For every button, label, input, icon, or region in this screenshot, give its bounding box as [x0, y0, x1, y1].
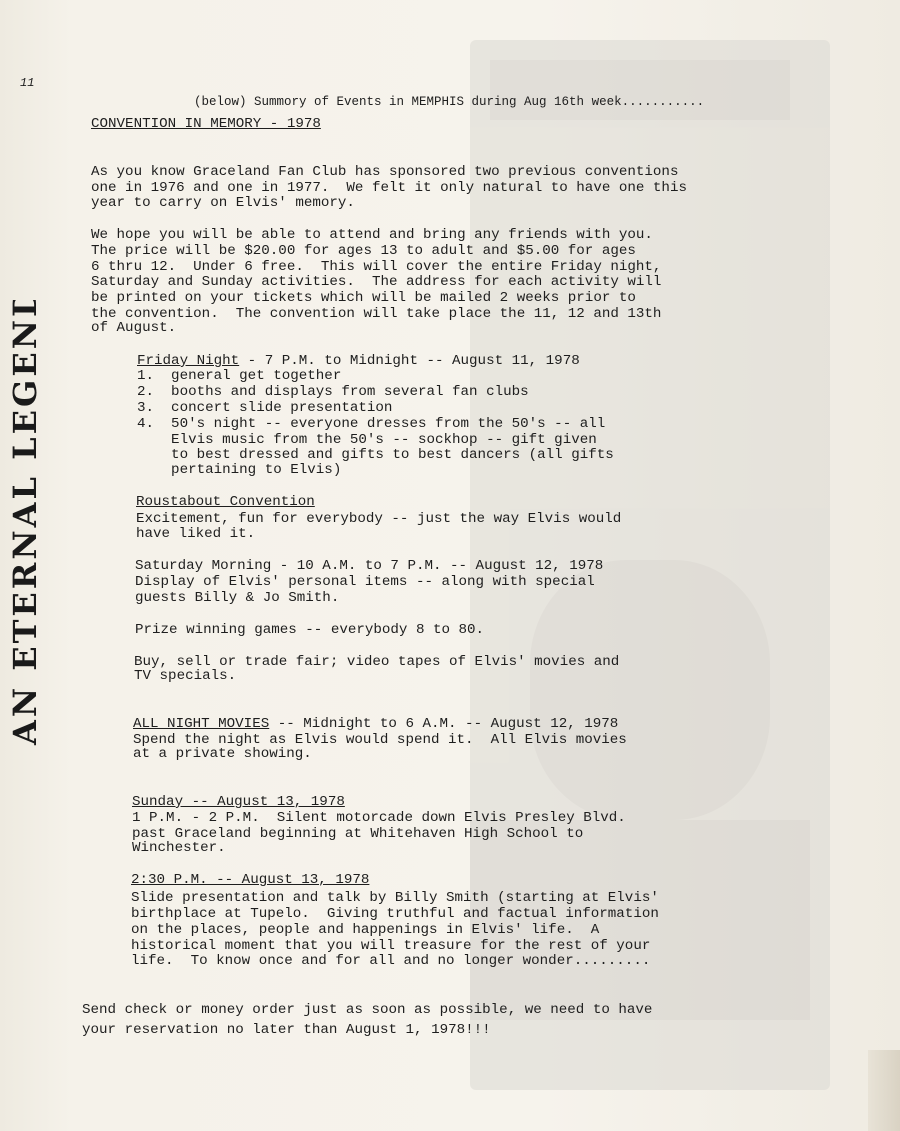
- page-title: CONVENTION IN MEMORY - 1978: [91, 116, 321, 132]
- saturday-line: guests Billy & Jo Smith.: [135, 590, 340, 606]
- details-line: the convention. The convention will take place the 11, 12 and 13th: [91, 306, 662, 322]
- afternoon-line: Slide presentation and talk by Billy Smith (starting at Elvis': [131, 890, 659, 906]
- sunday-heading: Sunday -- August 13, 1978: [132, 794, 345, 810]
- details-line: We hope you will be able to attend and bring any friends with you.: [91, 227, 653, 243]
- friday-item: to best dressed and gifts to best dancers (all gifts: [137, 447, 614, 463]
- closing-line: your reservation no later than August 1, 1978!!!: [82, 1022, 491, 1038]
- intro-line: one in 1976 and one in 1977. We felt it only natural to have one this: [91, 180, 687, 196]
- friday-item: 2. booths and displays from several fan clubs: [137, 384, 529, 400]
- roustabout-heading: Roustabout Convention: [136, 494, 315, 510]
- details-line: be printed on your tickets which will be mailed 2 weeks prior to: [91, 290, 636, 306]
- page-number: 11: [20, 76, 35, 90]
- saturday-fair: TV specials.: [134, 668, 237, 684]
- saturday-line: Saturday Morning - 10 A.M. to 7 P.M. -- August 12, 1978: [135, 558, 604, 574]
- saturday-games: Prize winning games -- everybody 8 to 80.: [135, 622, 485, 638]
- side-title-text: AN ETERNAL LEGEND: [6, 300, 44, 745]
- friday-item: 3. concert slide presentation: [137, 400, 393, 416]
- saturday-fair: Buy, sell or trade fair; video tapes of Elvis' movies and: [134, 654, 620, 670]
- sunday-line: past Graceland beginning at Whitehaven High School to: [132, 826, 584, 842]
- friday-item: pertaining to Elvis): [137, 462, 342, 478]
- movies-line: Spend the night as Elvis would spend it. All Elvis movies: [133, 732, 627, 748]
- friday-item: Elvis music from the 50's -- sockhop -- gift given: [137, 432, 597, 448]
- details-line: 6 thru 12. Under 6 free. This will cover the entire Friday night,: [91, 259, 662, 275]
- afternoon-heading: 2:30 P.M. -- August 13, 1978: [131, 872, 370, 888]
- sunday-line: Winchester.: [132, 840, 226, 856]
- sunday-line: 1 P.M. - 2 P.M. Silent motorcade down Elvis Presley Blvd.: [132, 810, 626, 826]
- intro-line: year to carry on Elvis' memory.: [91, 195, 355, 211]
- afternoon-line: historical moment that you will treasure for the rest of your: [131, 938, 651, 954]
- afternoon-line: birthplace at Tupelo. Giving truthful and factual information: [131, 906, 659, 922]
- roustabout-line: Excitement, fun for everybody -- just the way Elvis would: [136, 511, 622, 527]
- side-title: [4, 300, 44, 750]
- movies-line: at a private showing.: [133, 746, 312, 762]
- closing-line: Send check or money order just as soon as possible, we need to have: [82, 1002, 653, 1018]
- saturday-line: Display of Elvis' personal items -- along with special: [135, 574, 595, 590]
- intro-line: As you know Graceland Fan Club has sponsored two previous conventions: [91, 164, 679, 180]
- header-note: (below) Summory of Events in MEMPHIS during Aug 16th week...........: [194, 95, 705, 109]
- afternoon-line: life. To know once and for all and no longer wonder.........: [131, 953, 651, 969]
- paper-edge: [868, 1050, 900, 1131]
- details-line: Saturday and Sunday activities. The address for each activity will: [91, 274, 662, 290]
- details-line: The price will be $20.00 for ages 13 to adult and $5.00 for ages: [91, 243, 636, 259]
- details-line: of August.: [91, 320, 177, 336]
- friday-item: 4. 50's night -- everyone dresses from the 50's -- all: [137, 416, 606, 432]
- afternoon-line: on the places, people and happenings in Elvis' life. A: [131, 922, 600, 938]
- roustabout-line: have liked it.: [136, 526, 256, 542]
- movies-heading: ALL NIGHT MOVIES -- Midnight to 6 A.M. -- August 12, 1978: [133, 716, 619, 732]
- friday-heading: Friday Night - 7 P.M. to Midnight -- August 11, 1978: [137, 353, 580, 369]
- friday-item: 1. general get together: [137, 368, 342, 384]
